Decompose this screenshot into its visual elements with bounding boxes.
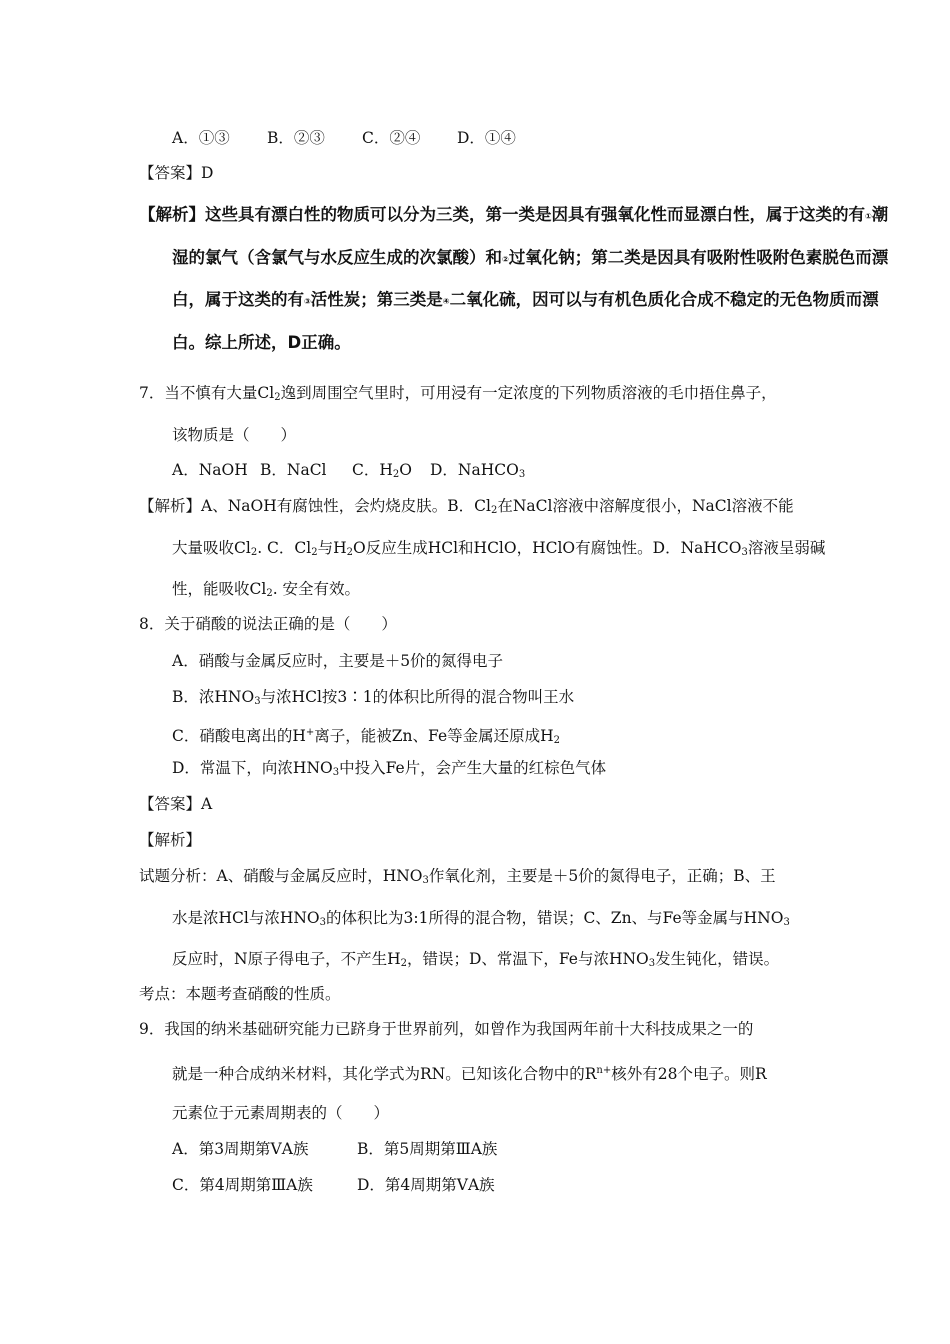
q8-answer xyxy=(139,793,212,815)
q7-option-b: B．NaCl xyxy=(260,461,327,479)
analysis-text: 试题分析：A、硝酸与金属反应时，HNO xyxy=(139,867,423,885)
q7-options xyxy=(172,459,525,486)
subscript: 3 xyxy=(422,875,429,886)
q6-option-d: D．①④ xyxy=(457,129,516,147)
analysis-text: 反应时，N原子得电子，不产生H xyxy=(172,950,401,968)
q7-option-d xyxy=(430,459,525,486)
circled-mark-1: ① xyxy=(865,212,872,221)
analysis-text: 二氧化硫，因可以与有机色质化合成不稳定的无色物质而漂 xyxy=(449,290,879,309)
q6-analysis-line-3 xyxy=(172,289,879,313)
option-text: O xyxy=(399,461,412,479)
analysis-text: 与H xyxy=(317,539,347,557)
analysis-text: 发生钝化，错误。 xyxy=(655,950,780,968)
q8-kaodian: 考点：本题考查硝酸的性质。 xyxy=(139,985,341,1003)
stem-text: 逸到周围空气里时，可用浸有一定浓度的下列物质溶液的毛巾捂住鼻子， xyxy=(280,384,777,402)
subscript: 3 xyxy=(648,958,656,969)
q6-analysis-line-4: 白。综上所述，D正确。 xyxy=(172,333,351,352)
circled-mark-2: ② xyxy=(502,255,509,264)
q6-answer xyxy=(139,162,213,184)
q9-options-row-2 xyxy=(172,1174,495,1196)
q7-analysis-line-3 xyxy=(172,578,360,605)
q7-analysis-line-2 xyxy=(172,537,825,564)
q7-option-a: A．NaOH xyxy=(172,461,248,479)
q6-analysis-line-2 xyxy=(172,247,888,271)
subscript: 2 xyxy=(274,392,281,403)
subscript: 3 xyxy=(783,917,790,928)
analysis-text: 性，能吸收Cl xyxy=(172,580,267,598)
analysis-label: 【解析】 xyxy=(139,205,205,224)
q8-option-d xyxy=(172,757,606,784)
answer-value: D xyxy=(201,164,214,182)
q9-option-d: D．第4周期第ⅤA族 xyxy=(357,1176,495,1194)
q7-option-c xyxy=(352,459,430,486)
stem-text: 7．当不慎有大量Cl xyxy=(139,384,275,402)
q9-stem-line-2 xyxy=(172,1060,767,1085)
analysis-text: 这些具有漂白性的物质可以分为三类，第一类是因具有强氧化性而显漂白性，属于这类的有 xyxy=(205,205,865,224)
analysis-text: 作氧化剂，主要是＋5价的氮得电子，正确；B、王 xyxy=(428,867,776,885)
q8-analysis-line-1 xyxy=(139,865,776,892)
analysis-text: . 安全有效。 xyxy=(272,580,361,598)
q6-option-b: B．②③ xyxy=(267,129,325,147)
analysis-text: 溶液呈弱碱 xyxy=(747,539,826,557)
subscript: 3 xyxy=(319,917,326,928)
answer-label: 【答案】 xyxy=(139,164,202,182)
analysis-text: 的体积比为3:1所得的混合物，错误；C、Zn、与Fe等金属与HNO xyxy=(326,909,784,927)
analysis-text: . C．Cl xyxy=(257,539,312,557)
option-text: D．NaHCO xyxy=(430,461,519,479)
analysis-label: 【解析】 xyxy=(139,497,202,515)
q8-analysis-label: 【解析】 xyxy=(139,831,202,849)
q9-stem-line-1: 9．我国的纳米基础研究能力已跻身于世界前列，如曾作为我国两年前十大科技成果之一的 xyxy=(139,1020,754,1038)
q9-option-c: C．第4周期第ⅢA族 xyxy=(172,1176,313,1194)
analysis-text: 潮 xyxy=(871,205,889,224)
analysis-text: A、NaOH有腐蚀性，会灼烧皮肤。B．Cl xyxy=(201,497,491,515)
option-text: B．浓HNO xyxy=(172,688,255,706)
subscript: 2 xyxy=(553,735,561,746)
analysis-text: O反应生成HCl和HClO，HClO有腐蚀性。D．NaHCO xyxy=(353,539,742,557)
subscript: 2 xyxy=(311,547,318,558)
subscript: 2 xyxy=(346,547,354,558)
option-text: 离子，能被Zn、Fe等金属还原成H xyxy=(314,727,554,745)
superscript: n+ xyxy=(596,1065,612,1076)
circled-mark-4: ④ xyxy=(442,297,450,306)
q9-option-a: A．第3周期第ⅤA族 xyxy=(172,1140,309,1158)
q9-options-row-1 xyxy=(172,1138,497,1160)
subscript: 2 xyxy=(490,505,498,516)
answer-value: A xyxy=(201,795,213,813)
stem-text: 就是一种合成纳米材料，其化学式为RN。已知该化合物中的R xyxy=(172,1065,597,1083)
analysis-text: ，错误；D、常温下，Fe与浓HNO xyxy=(406,950,649,968)
option-text: C．H xyxy=(352,461,393,479)
subscript: 2 xyxy=(392,469,400,480)
stem-text: 核外有28个电子。则R xyxy=(611,1065,767,1083)
subscript: 2 xyxy=(400,958,407,969)
analysis-text: 过氧化钠；第二类是因具有吸附性吸附色素脱色而漂 xyxy=(508,248,889,267)
option-text: D．常温下，向浓HNO xyxy=(172,759,333,777)
q6-analysis-line-1 xyxy=(139,204,888,228)
q9-option-b: B．第5周期第ⅢA族 xyxy=(357,1140,498,1158)
q7-stem-line-1 xyxy=(139,382,777,409)
q8-analysis-line-3 xyxy=(172,948,779,975)
analysis-text: 活性炭；第三类是 xyxy=(310,290,443,309)
answer-label: 【答案】 xyxy=(139,795,202,813)
option-text: 与浓HCl按3∶1的体积比所得的混合物叫王水 xyxy=(260,688,575,706)
subscript: 2 xyxy=(266,588,273,599)
q7-analysis-line-1 xyxy=(139,495,794,522)
q8-option-c xyxy=(172,722,560,752)
subscript: 3 xyxy=(254,696,261,707)
q8-stem: 8．关于硝酸的说法正确的是（ ） xyxy=(139,615,397,633)
analysis-text: 水是浓HCl与浓HNO xyxy=(172,909,320,927)
q8-option-a: A．硝酸与金属反应时，主要是＋5价的氮得电子 xyxy=(172,652,504,670)
superscript: + xyxy=(305,727,315,738)
subscript: 2 xyxy=(250,547,258,558)
analysis-text: 湿的氯气（含氯气与水反应生成的次氯酸）和 xyxy=(172,248,502,267)
subscript: 3 xyxy=(332,767,340,778)
q9-stem-line-3: 元素位于元素周期表的（ ） xyxy=(172,1104,390,1122)
analysis-text: 白，属于这类的有 xyxy=(172,290,304,309)
q8-option-b xyxy=(172,686,574,713)
analysis-text: 在NaCl溶液中溶解度很小，NaCl溶液不能 xyxy=(497,497,794,515)
q6-option-a: A．①③ xyxy=(172,129,230,147)
q8-analysis-line-2 xyxy=(172,907,790,934)
q6-option-c: C．②④ xyxy=(362,129,421,147)
option-text: 中投入Fe片，会产生大量的红棕色气体 xyxy=(339,759,607,777)
circled-mark-3: ③ xyxy=(304,297,311,306)
subscript: 3 xyxy=(741,547,748,558)
q7-stem-line-2: 该物质是（ ） xyxy=(172,426,297,444)
q6-options xyxy=(172,127,516,149)
analysis-text: 大量吸收Cl xyxy=(172,539,251,557)
option-text: C．硝酸电离出的H xyxy=(172,727,306,745)
subscript: 3 xyxy=(518,469,526,480)
